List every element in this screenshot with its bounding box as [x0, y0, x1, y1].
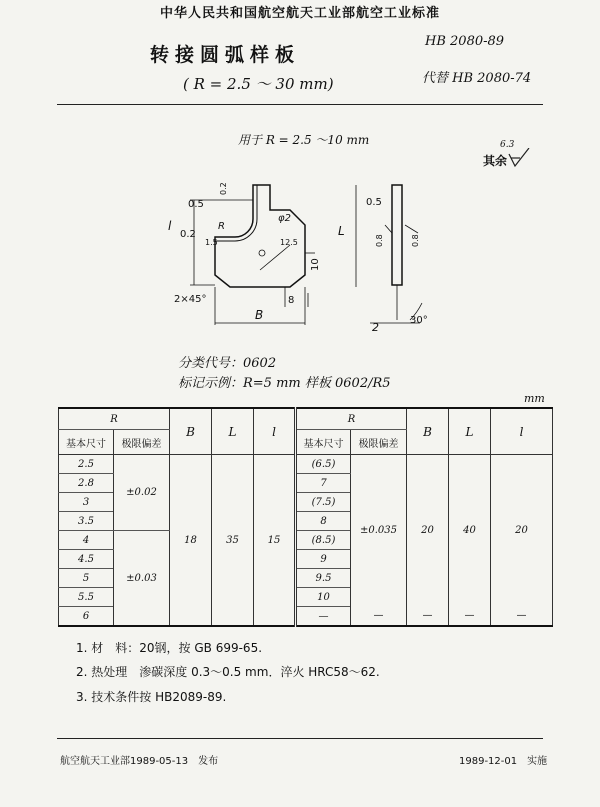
- header-basic-right: 基本尺寸: [296, 430, 351, 455]
- chamfer-label: 2×45°: [174, 294, 207, 305]
- dim-L-right: L: [338, 224, 345, 238]
- header-B-right: B: [407, 408, 449, 455]
- issue-date: 航空航天工业部1989-05-13 发布: [60, 756, 219, 767]
- header-L-left: L: [212, 408, 254, 455]
- header-rule: [57, 104, 543, 105]
- standard-banner: 中华人民共和国航空航天工业部航空工业标准: [159, 6, 440, 21]
- header-R-right: R: [296, 408, 407, 430]
- table-row: 3.5: [59, 512, 114, 531]
- left-B-value: 18: [170, 455, 212, 627]
- right-l-value: 20: [491, 455, 553, 607]
- dim-phi2: φ2: [278, 213, 291, 224]
- dash-l-right: —: [491, 607, 553, 627]
- table-row: 8: [296, 512, 351, 531]
- dash-deviation-right: —: [351, 607, 407, 627]
- table-row: —: [296, 607, 351, 627]
- header-deviation-right: 极限偏差: [351, 430, 407, 455]
- roughness-12-5: 12.5: [280, 238, 298, 247]
- table-row: 3: [59, 493, 114, 512]
- roughness-value: 6.3: [500, 140, 515, 150]
- table-row: 2.8: [59, 474, 114, 493]
- dim-radius-r: R: [218, 221, 225, 232]
- note-heat-treatment: 2. 热处理 渗碳深度 0.3～0.5 mm．淬火 HRC58～62.: [76, 665, 380, 679]
- dim-8: 8: [288, 295, 295, 306]
- center-hole: [259, 250, 265, 256]
- dim-10: 10: [310, 258, 321, 271]
- table-row: 2.5: [59, 455, 114, 474]
- table-row: 4: [59, 531, 114, 550]
- left-L-value: 35: [212, 455, 254, 627]
- table-row: 7: [296, 474, 351, 493]
- table-row: 9.5: [296, 569, 351, 588]
- effective-date: 1989-12-01 实施: [459, 756, 548, 767]
- table-row: (8.5): [296, 531, 351, 550]
- dash-B-right: —: [407, 607, 449, 627]
- side-angle-30: 30°: [410, 315, 428, 326]
- table-row: 5.5: [59, 588, 114, 607]
- table-row: (6.5): [296, 455, 351, 474]
- left-l-value: 15: [254, 455, 296, 627]
- header-l-right: l: [491, 408, 553, 455]
- roughness-label: 其余: [483, 154, 508, 168]
- side-dim-2: 2: [372, 321, 379, 334]
- note-material: 1. 材 料：20钢，按 GB 699-65.: [76, 641, 263, 655]
- header-B-left: B: [170, 408, 212, 455]
- footer-rule: [57, 738, 543, 739]
- dim-B: B: [255, 308, 264, 322]
- dim-02-left: 0.2: [180, 229, 196, 240]
- note-technical-conditions: 3. 技术条件按 HB2089-89.: [76, 690, 227, 704]
- table-row: (7.5): [296, 493, 351, 512]
- template-drawing: [160, 175, 460, 335]
- dim-02-top: 0.2: [219, 182, 228, 195]
- side-dim-08a: 0.8: [375, 234, 384, 247]
- classification-code: 分类代号：0602: [178, 356, 277, 371]
- side-view-outline: [392, 185, 402, 285]
- table-row: 9: [296, 550, 351, 569]
- deviation-left-a: ±0.02: [114, 455, 170, 531]
- dim-05-left: 0.5: [188, 199, 204, 210]
- header-L-right: L: [449, 408, 491, 455]
- table-unit: mm: [524, 392, 545, 405]
- deviation-right: ±0.035: [351, 455, 407, 607]
- page-title: 转接圆弧样板: [150, 44, 301, 66]
- header-R-left: R: [59, 408, 170, 430]
- page-subtitle: ( R = 2.5 ～ 30 mm): [183, 75, 334, 93]
- table-row: 5: [59, 569, 114, 588]
- header-deviation-left: 极限偏差: [114, 430, 170, 455]
- side-dim-05: 0.5: [366, 197, 382, 208]
- replaces-standard: 代替 HB 2080-74: [422, 71, 532, 86]
- right-B-value: 20: [407, 455, 449, 607]
- side-dim-08b: 0.8: [411, 234, 420, 247]
- right-L-value: 40: [449, 455, 491, 607]
- dimension-table: [58, 407, 553, 627]
- table-row: 6: [59, 607, 114, 627]
- dim-15: 1.5: [205, 238, 218, 247]
- deviation-left-b: ±0.03: [114, 531, 170, 627]
- header-basic-left: 基本尺寸: [59, 430, 114, 455]
- drawing-usage-note: 用于 R = 2.5 ～10 mm: [238, 133, 370, 147]
- marking-example: 标记示例：R=5 mm 样板 0602/R5: [178, 376, 391, 391]
- table-row: 10: [296, 588, 351, 607]
- header-l-left: l: [254, 408, 296, 455]
- dash-L-right: —: [449, 607, 491, 627]
- standard-number: HB 2080-89: [425, 34, 505, 49]
- dim-l-left: l: [168, 219, 172, 233]
- table-row: 4.5: [59, 550, 114, 569]
- roughness-symbol: [507, 148, 535, 170]
